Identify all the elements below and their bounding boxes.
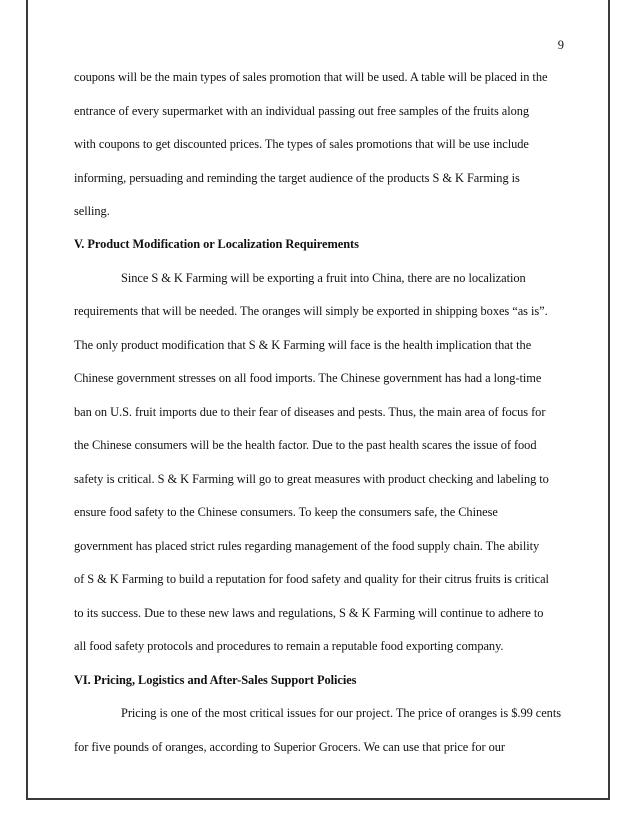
paragraph-line: Since S & K Farming will be exporting a fruit into China, there are no localization (121, 271, 526, 285)
paragraph-line: selling. (74, 204, 110, 218)
paragraph-line: ban on U.S. fruit imports due to their fear of diseases and pests. Thus, the main area of focus for (74, 405, 546, 419)
section-heading: V. Product Modification or Localization Requirements (74, 237, 359, 251)
paragraph-line: ensure food safety to the Chinese consumers. To keep the consumers safe, the Chinese (74, 505, 498, 519)
section-heading: VI. Pricing, Logistics and After-Sales Support Policies (74, 673, 357, 687)
document-page (26, 0, 610, 800)
paragraph-line: Pricing is one of the most critical issues for our project. The price of oranges is $.99 cents (121, 706, 561, 720)
paragraph-line: all food safety protocols and procedures to remain a reputable food exporting company. (74, 639, 504, 653)
paragraph-line: entrance of every supermarket with an individual passing out free samples of the fruits along (74, 104, 530, 118)
paragraph-line: informing, persuading and reminding the target audience of the products S & K Farming is (74, 171, 520, 185)
paragraph-line: to its success. Due to these new laws and regulations, S & K Farming will continue to adhere to (74, 606, 544, 620)
paragraph-line: The only product modification that S & K Farming will face is the health implication that the (74, 338, 532, 352)
paragraph-line: with coupons to get discounted prices. The types of sales promotions that will be use include (74, 137, 529, 151)
paragraph-line: safety is critical. S & K Farming will go to great measures with product checking and labeling to (74, 472, 549, 486)
paragraph-line: of S & K Farming to build a reputation for food safety and quality for their citrus fruits is critical (74, 572, 549, 586)
paragraph-line: the Chinese consumers will be the health factor. Due to the past health scares the issue of food (74, 438, 537, 452)
paragraph-line: for five pounds of oranges, according to Superior Grocers. We can use that price for our (74, 740, 505, 754)
paragraph-line: requirements that will be needed. The oranges will simply be exported in shipping boxes “as is”. (74, 304, 548, 318)
paragraph-line: coupons will be the main types of sales promotion that will be used. A table will be placed in the (74, 70, 548, 84)
paragraph-line: government has placed strict rules regarding management of the food supply chain. The ability (74, 539, 540, 553)
page-number: 9 (557, 38, 564, 52)
paragraph-line: Chinese government stresses on all food imports. The Chinese government has had a long-time (74, 371, 542, 385)
